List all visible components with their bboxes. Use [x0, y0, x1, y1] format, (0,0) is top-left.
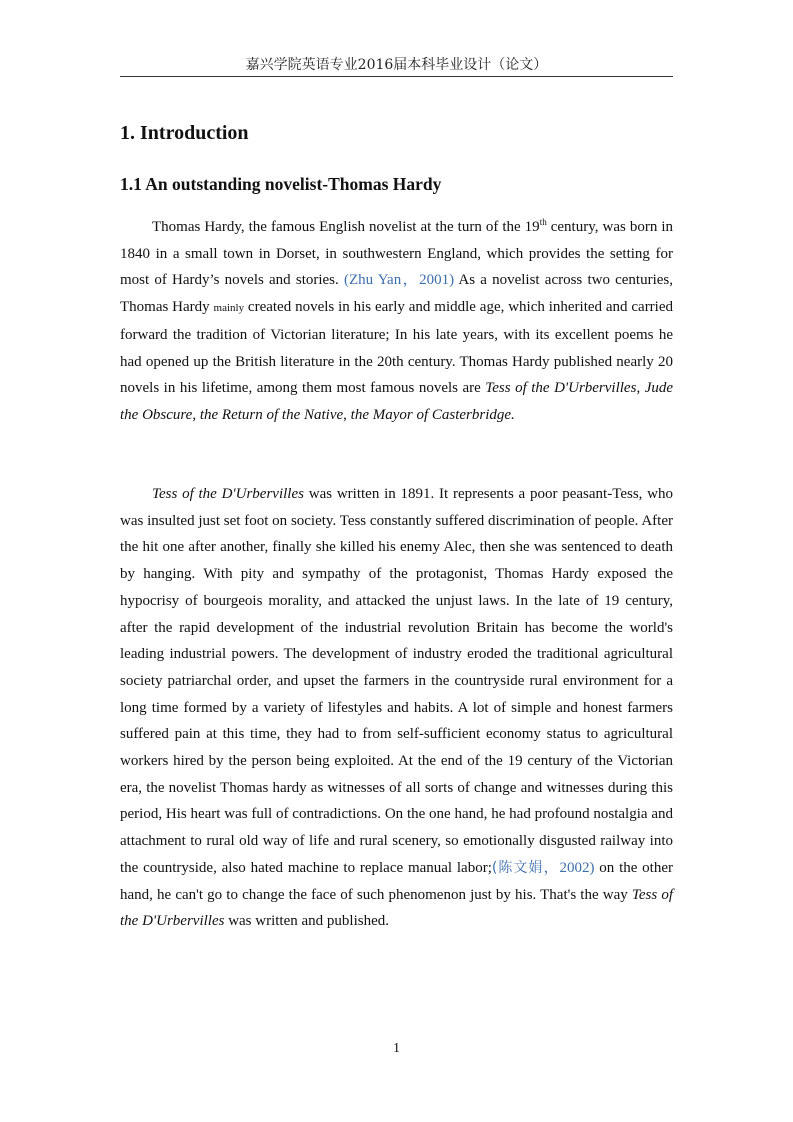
p2-text-1: was written in 1891. It represents a poor peasant-Tess, who was insulted just set foot on society. Tess constantly suffered discrimination of people. After the hit one after another, finally she killed his enemy Alec, then she was sentenced to death by hanging. With pity and sympathy of the protagonist, Thomas Hardy exposed the hypocrisy of bourgeois morality, and attacked the unjust laws. In the late of 19 century, after the rapid development of the industrial revolution Britain has become the world's leading industrial powers. The development of industry eroded the traditional agricultural society patriarchal order, and upset the farmers in the countryside rural environment for a long time formed by a variety of lifestyles and habits. A lot of simple and honest farmers suffered pain at this time, they had to from self-sufficient economy status to agricultural workers hired by the person being exploited. At the end of the 19 century of the Victorian era, the novelist Thomas hardy as witnesses of all sorts of change and witnesses during this period, His heart was full of contradictions. On the one hand, he had profound nostalgia and attachment to rural old way of life and rural scenery, so emotionally disgusted railway into the countryside, also hated machine to replace manual labor; — [120, 486, 674, 876]
p2-text-2: on the other hand, he can't go to change the face of such phenomenon just by his. That's the way — [120, 859, 673, 903]
section-title: 1. Introduction — [120, 122, 249, 144]
page-number: 1 — [393, 1041, 400, 1056]
citation-chen-cjk: (陈文娟 — [491, 859, 544, 876]
title-jude: Jude the Obscure — [120, 380, 674, 423]
p1-sep-1: , — [636, 380, 645, 397]
header-rule — [120, 76, 673, 77]
citation-zhu-yan: (Zhu Yan，2001) — [343, 272, 455, 289]
p1-text-4: created novels in his early and middle age, which inherited and carried forward the tradition of Victorian literature; In his late years, with its excellent poems he had opened up the British literature in the 20th century. Thomas Hardy published nearly 20 novels in his lifetime, among them most famous novels are — [120, 299, 674, 397]
p1-superscript: th — [539, 217, 547, 227]
title-return-native: the Return of the Native — [199, 406, 344, 423]
p1-text-1: Thomas Hardy, the famous English novelist at the turn of the 19 — [152, 219, 540, 235]
title-tess: Tess of the D'Urbervilles — [485, 380, 637, 397]
p2-text-3: was written and published. — [224, 913, 389, 930]
paragraph-1 — [120, 214, 673, 429]
subsection-title: 1.1 An outstanding novelist-Thomas Hardy — [120, 174, 442, 194]
p2-title-tess-1: Tess of the D'Urbervilles — [152, 486, 304, 502]
paragraph-2 — [120, 481, 673, 935]
p1-text-2: century, was born in 1840 in a small town in Dorset, in southwestern England, which provides the setting for most of Hardy’s novels and stories. — [120, 219, 673, 289]
title-mayor: the Mayor of Casterbridge. — [350, 406, 515, 423]
p1-text-3: As a novelist across two centuries, Thomas Hardy — [120, 272, 674, 316]
p1-sep-2: , — [192, 406, 200, 423]
p1-small-word: mainly — [213, 302, 245, 315]
p2-title-tess-2: Tess of the D'Urbervilles — [120, 886, 673, 930]
running-header: 嘉兴学院英语专业2016届本科毕业设计（论文） — [245, 57, 548, 73]
citation-chen-year: ，2002) — [543, 859, 595, 876]
p1-sep-3: , — [343, 406, 351, 423]
